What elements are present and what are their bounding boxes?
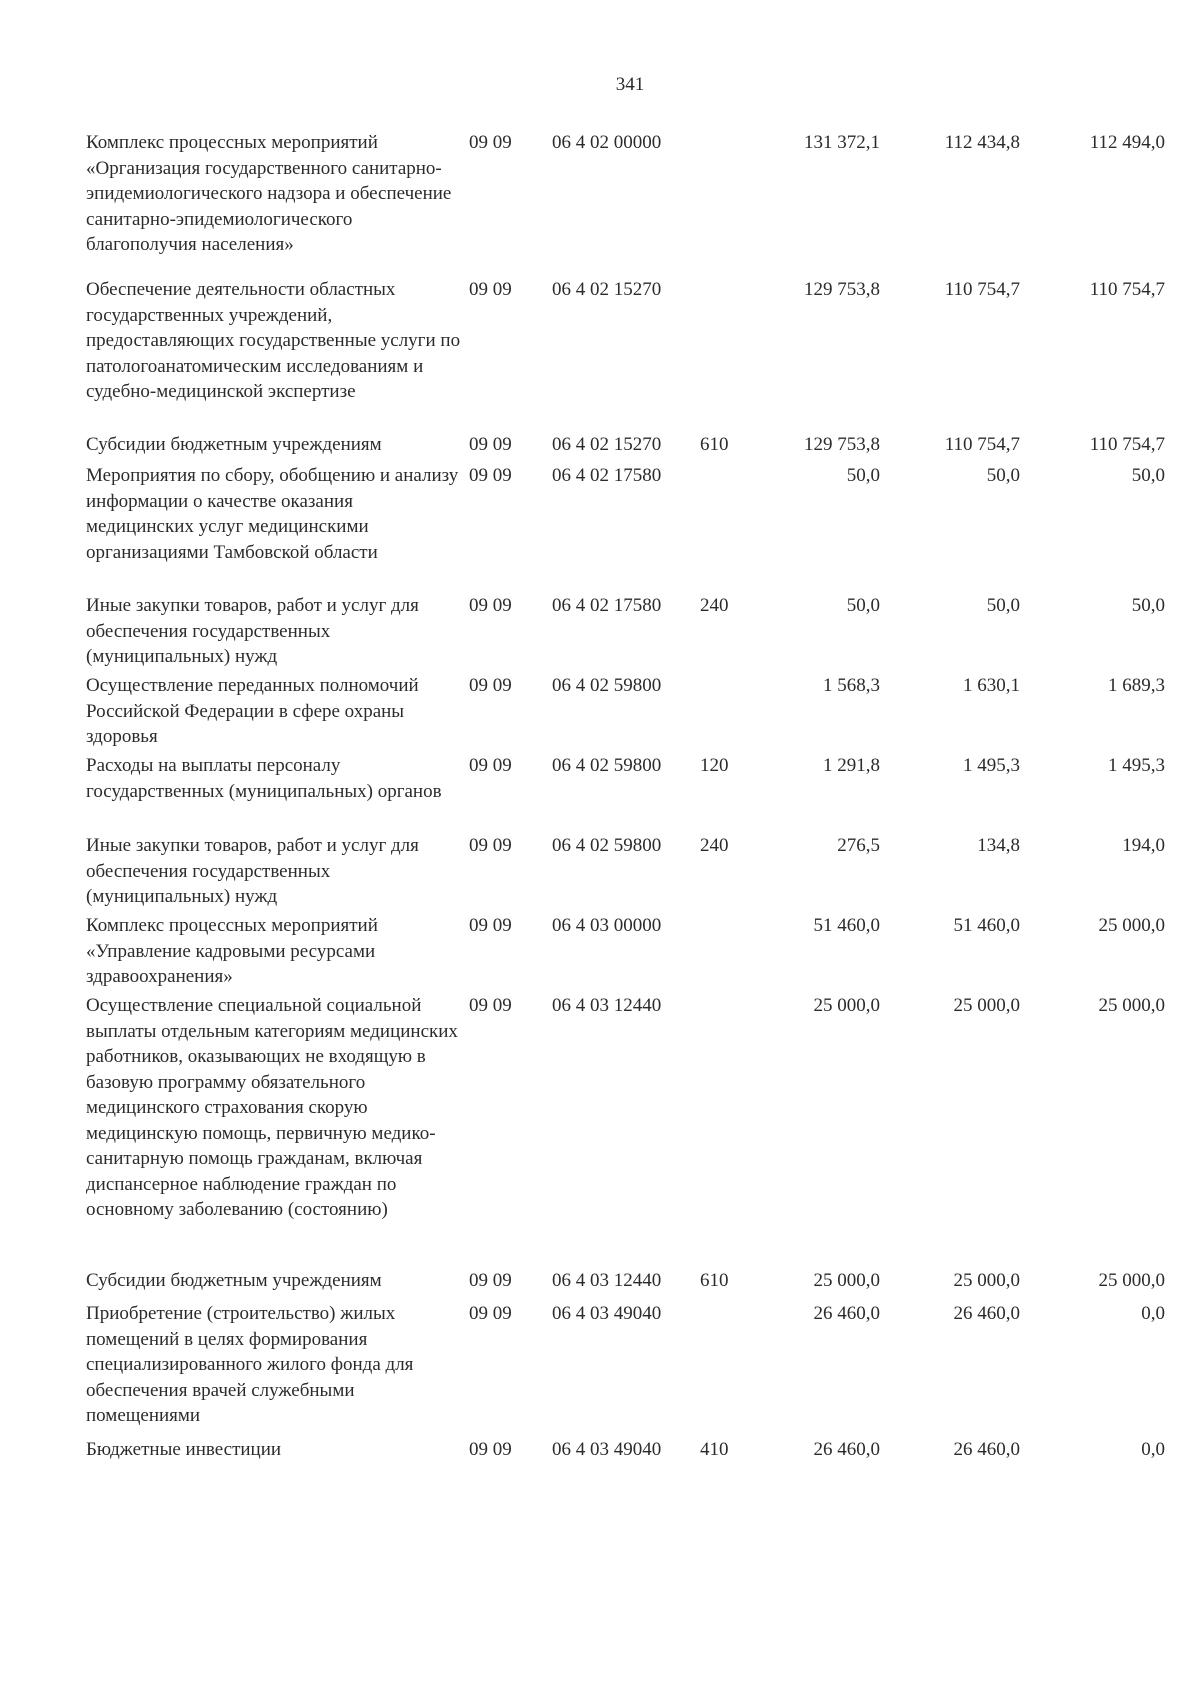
row-target-code: 06 4 03 00000 (552, 915, 662, 936)
row-value-2025: 134,8 (977, 835, 1020, 856)
row-section: 09 09 (469, 835, 512, 856)
page-number: 341 (615, 74, 645, 95)
row-expense-type: 240 (700, 595, 729, 616)
row-section: 09 09 (469, 595, 512, 616)
row-value-2024: 26 460,0 (813, 1303, 880, 1324)
table-row (0, 432, 1200, 463)
table-row (0, 833, 1200, 913)
row-value-2025: 110 754,7 (944, 279, 1020, 300)
row-target-code: 06 4 02 59800 (552, 835, 662, 856)
row-target-code: 06 4 02 15270 (552, 279, 662, 300)
row-expense-type: 610 (700, 1270, 729, 1291)
row-target-code: 06 4 03 12440 (552, 995, 662, 1016)
row-name: Комплекс процессных мероприятий «Организация государственного санитарно-эпидемиологического надзора и обеспечение санитарно-эпидемиологического благополучия населения» (86, 132, 452, 255)
row-value-2026: 50,0 (1131, 595, 1165, 616)
row-section: 09 09 (469, 434, 512, 455)
row-target-code: 06 4 02 00000 (552, 132, 662, 153)
row-section: 09 09 (469, 1439, 512, 1460)
row-section: 09 09 (469, 915, 512, 936)
row-target-code: 06 4 02 59800 (552, 675, 662, 696)
row-name: Осуществление переданных полномочий Российской Федерации в сфере охраны здоровья (86, 675, 419, 747)
row-value-2024: 129 753,8 (804, 434, 880, 455)
row-section: 09 09 (469, 279, 512, 300)
table-row (0, 913, 1200, 993)
row-section: 09 09 (469, 465, 512, 486)
row-value-2024: 50,0 (846, 595, 880, 616)
row-expense-type: 120 (700, 755, 729, 776)
table-row (0, 1437, 1200, 1469)
row-value-2024: 25 000,0 (813, 1270, 880, 1291)
row-section: 09 09 (469, 995, 512, 1016)
row-section: 09 09 (469, 1303, 512, 1324)
row-target-code: 06 4 03 49040 (552, 1303, 662, 1324)
row-section: 09 09 (469, 132, 512, 153)
row-value-2024: 50,0 (846, 465, 880, 486)
row-name: Субсидии бюджетным учреждениям (86, 1270, 382, 1291)
row-section: 09 09 (469, 755, 512, 776)
row-name: Субсидии бюджетным учреждениям (86, 434, 382, 455)
row-value-2024: 129 753,8 (804, 279, 880, 300)
row-section: 09 09 (469, 1270, 512, 1291)
row-expense-type: 240 (700, 835, 729, 856)
row-value-2026: 0,0 (1141, 1303, 1165, 1324)
row-expense-type: 610 (700, 434, 729, 455)
row-name: Осуществление специальной социальной выплаты отдельным категориям медицинских работников, оказывающих не входящую в базовую программу обязательного медицинского страхования скорую медицинскую помощь, первичную медико-санитарную помощь гражданам, включая диспансерное наблюдение граждан по основному заболеванию (состоянию) (86, 995, 458, 1220)
row-value-2024: 26 460,0 (813, 1439, 880, 1460)
row-value-2024: 25 000,0 (813, 995, 880, 1016)
row-value-2025: 112 434,8 (944, 132, 1020, 153)
row-value-2024: 1 291,8 (823, 755, 880, 776)
table-row (0, 753, 1200, 833)
table-row (0, 993, 1200, 1268)
table-row (0, 1301, 1200, 1437)
row-value-2024: 51 460,0 (813, 915, 880, 936)
row-value-2026: 110 754,7 (1089, 434, 1165, 455)
row-target-code: 06 4 02 15270 (552, 434, 662, 455)
row-name: Обеспечение деятельности областных государственных учреждений, предоставляющих государственные услуги по патологоанатомическим исследованиям и судебно-медицинской экспертизе (86, 279, 461, 402)
row-value-2025: 26 460,0 (953, 1439, 1020, 1460)
row-value-2025: 51 460,0 (953, 915, 1020, 936)
row-name: Расходы на выплаты персоналу государственных (муниципальных) органов (86, 755, 442, 802)
budget-table (0, 130, 1200, 1469)
row-value-2025: 25 000,0 (953, 995, 1020, 1016)
row-value-2025: 1 630,1 (963, 675, 1020, 696)
row-value-2025: 25 000,0 (953, 1270, 1020, 1291)
row-value-2025: 50,0 (986, 595, 1020, 616)
table-row (0, 673, 1200, 753)
row-target-code: 06 4 02 17580 (552, 465, 662, 486)
row-value-2024: 1 568,3 (823, 675, 880, 696)
row-name: Бюджетные инвестиции (86, 1439, 282, 1460)
row-expense-type: 410 (700, 1439, 729, 1460)
row-value-2025: 1 495,3 (963, 755, 1020, 776)
row-target-code: 06 4 03 12440 (552, 1270, 662, 1291)
row-value-2026: 25 000,0 (1098, 1270, 1165, 1291)
row-value-2026: 194,0 (1122, 835, 1165, 856)
row-target-code: 06 4 02 17580 (552, 595, 662, 616)
row-value-2026: 110 754,7 (1089, 279, 1165, 300)
row-value-2025: 26 460,0 (953, 1303, 1020, 1324)
table-row (0, 130, 1200, 277)
row-value-2024: 276,5 (837, 835, 880, 856)
row-value-2026: 1 495,3 (1108, 755, 1165, 776)
row-value-2026: 0,0 (1141, 1439, 1165, 1460)
row-value-2025: 110 754,7 (944, 434, 1020, 455)
row-target-code: 06 4 03 49040 (552, 1439, 662, 1460)
row-value-2026: 25 000,0 (1098, 915, 1165, 936)
row-section: 09 09 (469, 675, 512, 696)
row-value-2026: 25 000,0 (1098, 995, 1165, 1016)
row-value-2026: 1 689,3 (1108, 675, 1165, 696)
row-name: Комплекс процессных мероприятий «Управление кадровыми ресурсами здравоохранения» (86, 915, 378, 987)
row-value-2026: 50,0 (1131, 465, 1165, 486)
row-name: Иные закупки товаров, работ и услуг для обеспечения государственных (муниципальных) нужд (86, 595, 419, 667)
table-row (0, 593, 1200, 673)
row-name: Приобретение (строительство) жилых помещений в целях формирования специализированного жилого фонда для обеспечения врачей служебными помещениями (86, 1303, 414, 1426)
row-value-2025: 50,0 (986, 465, 1020, 486)
table-row (0, 1268, 1200, 1301)
row-target-code: 06 4 02 59800 (552, 755, 662, 776)
table-row (0, 463, 1200, 593)
table-row (0, 277, 1200, 432)
row-value-2026: 112 494,0 (1089, 132, 1165, 153)
row-name: Мероприятия по сбору, обобщению и анализу информации о качестве оказания медицинских услуг медицинскими организациями Тамбовской области (86, 465, 459, 563)
row-name: Иные закупки товаров, работ и услуг для обеспечения государственных (муниципальных) нужд (86, 835, 419, 907)
row-value-2024: 131 372,1 (804, 132, 880, 153)
